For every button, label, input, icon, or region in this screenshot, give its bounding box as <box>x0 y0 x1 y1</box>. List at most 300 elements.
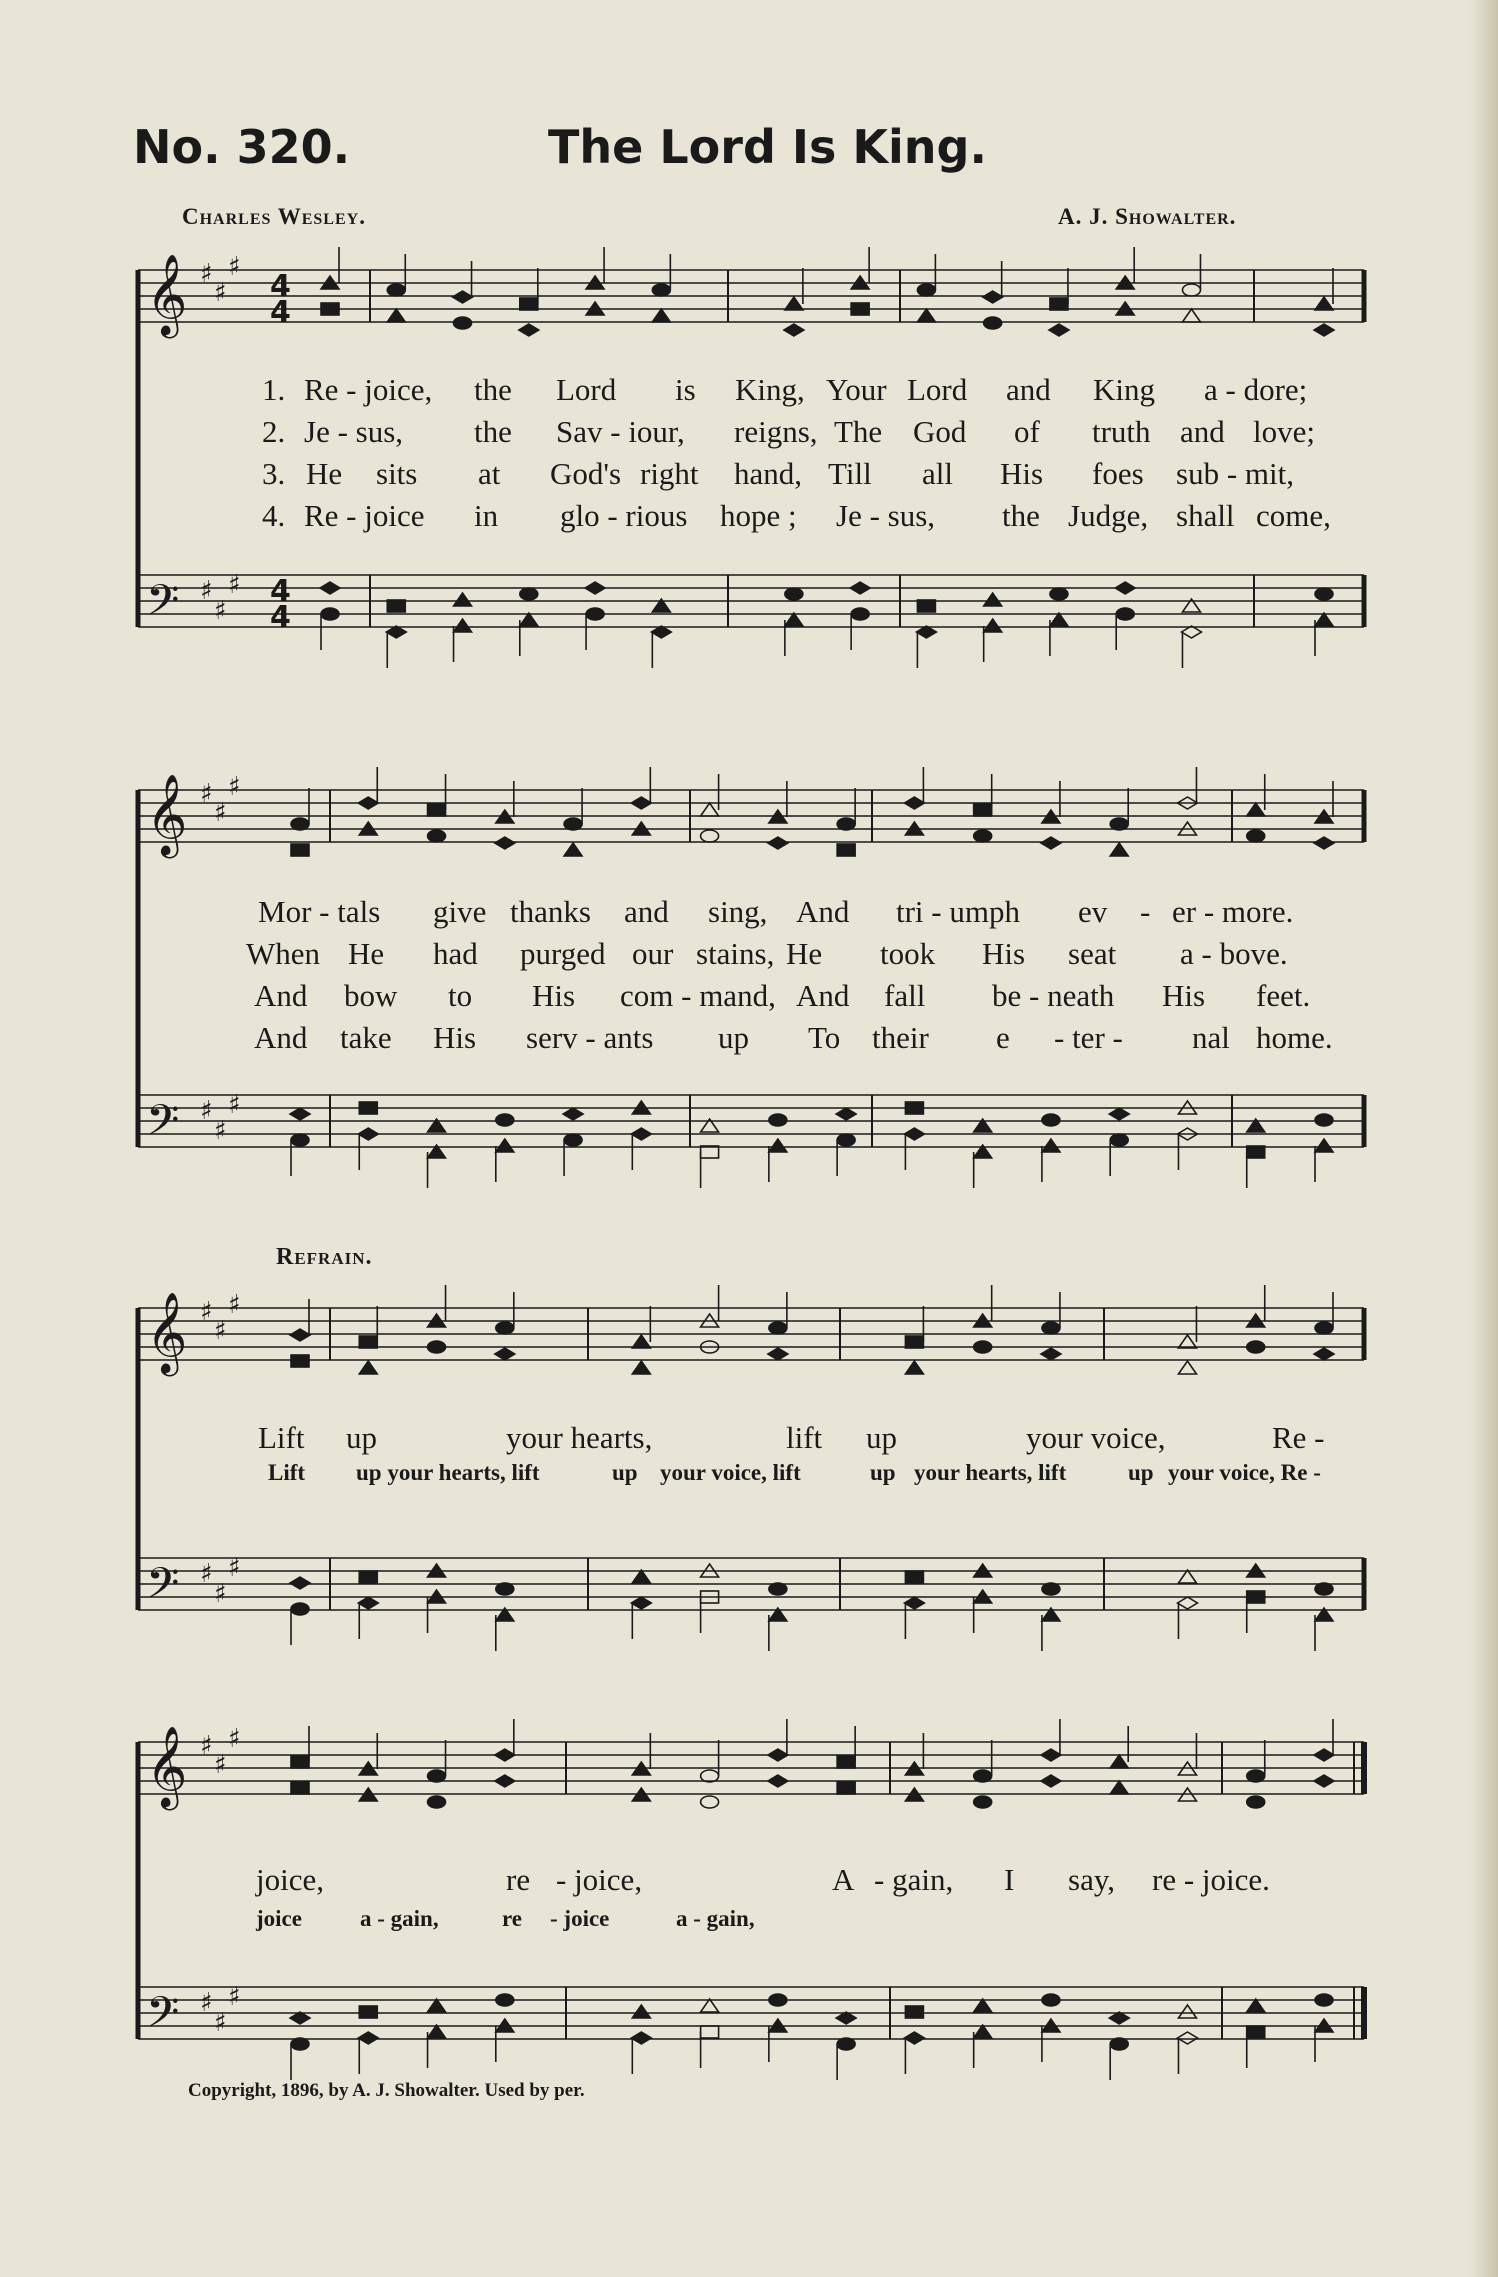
shape-note <box>358 1128 378 1140</box>
sharp-sign: ♯ <box>228 1290 241 1320</box>
shape-note <box>564 843 582 856</box>
shape-note <box>1182 309 1200 322</box>
lyric: A <box>832 1862 855 1897</box>
lyric: up <box>870 1460 896 1485</box>
shape-note <box>1050 613 1068 626</box>
shape-note <box>905 2006 923 2018</box>
shape-note <box>495 1348 515 1360</box>
lyric: - joice <box>550 1906 610 1931</box>
lyric: To <box>808 1020 841 1055</box>
refrain-main-line-1 <box>0 1420 1470 1460</box>
shape-note <box>453 291 473 303</box>
lyric: your voice, lift <box>660 1460 801 1485</box>
shape-note <box>1177 1597 1197 1609</box>
lyric: up <box>866 1420 897 1455</box>
shape-note <box>631 1597 651 1609</box>
shape-note <box>320 582 340 594</box>
shape-note <box>291 818 309 830</box>
lyric: His <box>1000 456 1044 491</box>
shape-note <box>495 1749 515 1761</box>
shape-note <box>519 324 539 336</box>
lyric: foes <box>1092 456 1144 491</box>
shape-note <box>1314 1749 1334 1761</box>
shape-note <box>768 837 788 849</box>
shape-note <box>1178 1335 1196 1348</box>
shape-note <box>632 1570 650 1583</box>
shape-note <box>904 797 924 809</box>
lyric: com - mand, <box>620 978 776 1013</box>
shape-note <box>1315 1139 1333 1152</box>
shape-note <box>1178 2005 1196 2018</box>
shape-note <box>1041 1749 1061 1761</box>
shape-note <box>1247 2026 1265 2038</box>
shape-note <box>1110 818 1128 830</box>
lyric: The <box>834 414 883 449</box>
shape-note <box>291 2038 309 2050</box>
lyric: be - neath <box>992 978 1115 1013</box>
treble-clef: 𝄞 <box>146 773 188 855</box>
lyric: Judge, <box>1068 498 1149 533</box>
shape-note <box>496 1583 514 1595</box>
shape-note <box>1115 582 1135 594</box>
sharp-sign: ♯ <box>200 1731 213 1761</box>
shape-note <box>1110 1134 1128 1146</box>
shape-note <box>358 1597 378 1609</box>
sharp-sign: ♯ <box>200 779 213 809</box>
shape-note <box>1109 1108 1129 1120</box>
shape-note <box>917 600 935 612</box>
shape-note <box>290 1329 310 1341</box>
lyric: Lord <box>907 372 968 407</box>
shape-note <box>784 324 804 336</box>
sharp-sign: ♯ <box>200 1559 213 1589</box>
shape-note <box>291 1355 309 1367</box>
lyric: seat <box>1068 936 1117 971</box>
lyric: And <box>254 1020 308 1055</box>
shape-note <box>851 303 869 315</box>
lyric: Lord <box>556 372 617 407</box>
lyric: - <box>1140 894 1151 929</box>
lyric: your hearts, <box>506 1420 653 1455</box>
shape-note <box>496 1322 514 1334</box>
shape-note <box>701 1796 719 1808</box>
shape-note <box>1178 1361 1196 1374</box>
shape-note <box>496 1139 514 1152</box>
lyric: shall <box>1176 498 1235 533</box>
shape-note <box>701 1146 719 1158</box>
shape-note <box>701 830 719 842</box>
shape-note <box>701 803 719 816</box>
shape-note <box>1049 324 1069 336</box>
shape-note <box>768 1749 788 1761</box>
shape-note <box>496 1114 514 1126</box>
shape-note <box>836 1108 856 1120</box>
lyric: e <box>996 1020 1010 1055</box>
verse-4-line-2 <box>0 1020 1470 1060</box>
sharp-sign: ♯ <box>200 259 213 289</box>
shape-note <box>1247 803 1265 816</box>
shape-note <box>1315 297 1333 310</box>
shape-note <box>851 608 869 620</box>
shape-note <box>1315 588 1333 600</box>
lyric: His <box>982 936 1026 971</box>
bass-clef: 𝄢 <box>146 1559 180 1619</box>
shape-note <box>1110 1755 1128 1768</box>
shape-note <box>358 2032 378 2044</box>
shape-note <box>290 1577 310 1589</box>
lyric: I <box>1004 1862 1015 1897</box>
shape-note <box>520 298 538 310</box>
shape-note <box>1110 2038 1128 2050</box>
lyric: had <box>433 936 478 971</box>
shape-note <box>359 1571 377 1583</box>
shape-note <box>1042 1322 1060 1334</box>
lyric: - ter - <box>1054 1020 1123 1055</box>
shape-note <box>1110 843 1128 856</box>
shape-note <box>1050 588 1068 600</box>
shape-note <box>585 582 605 594</box>
sharp-sign: ♯ <box>200 1297 213 1327</box>
shape-note <box>496 1994 514 2006</box>
shape-note <box>974 2025 992 2038</box>
bass-clef: 𝄢 <box>146 576 180 636</box>
verse-3-line-2 <box>0 978 1470 1018</box>
shape-note <box>1247 1591 1265 1603</box>
shape-note <box>769 1322 787 1334</box>
lyric: God <box>913 414 967 449</box>
copyright-notice: Copyright, 1896, by A. J. Showalter. Used by per. <box>188 2080 585 2101</box>
lyric: a - gain, <box>676 1906 755 1931</box>
shape-note <box>904 1597 924 1609</box>
shape-note <box>520 613 538 626</box>
lyric: Lift <box>268 1460 306 1485</box>
shape-note <box>291 1782 309 1794</box>
shape-note <box>905 1571 923 1583</box>
shape-note <box>652 284 670 296</box>
shape-note <box>768 1348 788 1360</box>
lyric: 1. <box>262 372 286 407</box>
lyric: Till <box>828 456 872 491</box>
lyric: and <box>1006 372 1051 407</box>
lyric: He <box>306 456 343 491</box>
shape-note <box>837 818 855 830</box>
shape-note <box>1314 324 1334 336</box>
lyric: your voice, Re - <box>1168 1460 1321 1485</box>
shape-note <box>1247 830 1265 842</box>
shape-note <box>387 309 405 322</box>
hymn-title: The Lord Is King. <box>548 120 987 174</box>
lyric: the <box>1002 498 1040 533</box>
shape-note <box>905 1361 923 1374</box>
sharp-sign: ♯ <box>228 1553 241 1583</box>
lyric: bow <box>344 978 398 1013</box>
lyric: re <box>506 1862 531 1897</box>
lyric: When <box>246 936 321 971</box>
refrain-echo-line-1 <box>0 1460 1470 1500</box>
shape-note <box>905 1102 923 1114</box>
shape-note <box>1315 1114 1333 1126</box>
shape-note <box>1315 1322 1333 1334</box>
composer-credit: A. J. Showalter. <box>1058 204 1237 229</box>
lyric: your hearts, lift <box>914 1460 1067 1485</box>
lyric: God's <box>550 456 622 491</box>
shape-note <box>564 1134 582 1146</box>
shape-note <box>701 1999 719 2012</box>
shape-note <box>428 2025 446 2038</box>
shape-note <box>974 804 992 816</box>
bass-clef: 𝄢 <box>146 1988 180 2048</box>
lyric: Mor - tals <box>258 894 381 929</box>
lyric: took <box>880 936 936 971</box>
verse-2-line-2 <box>0 936 1470 976</box>
shape-note <box>769 1114 787 1126</box>
shape-note <box>454 619 472 632</box>
lyric: home. <box>1256 1020 1333 1055</box>
shape-note <box>984 593 1002 606</box>
shape-note <box>291 1134 309 1146</box>
shape-note <box>983 291 1003 303</box>
lyric: And <box>796 894 850 929</box>
lyric: up <box>718 1020 749 1055</box>
lyric: up <box>612 1460 638 1485</box>
lyric: hope ; <box>720 498 797 533</box>
lyric: 3. <box>262 456 286 491</box>
shape-note <box>1042 1139 1060 1152</box>
shape-note <box>495 837 515 849</box>
shape-note <box>428 804 446 816</box>
page-edge <box>1470 0 1498 2277</box>
shape-note <box>291 844 309 856</box>
lyric: Lift <box>258 1420 305 1455</box>
lyric: er - more. <box>1172 894 1294 929</box>
shape-note <box>701 2026 719 2038</box>
lyric: Your <box>826 372 887 407</box>
shape-note <box>454 593 472 606</box>
shape-note <box>428 830 446 842</box>
lyric: glo - rious <box>560 498 688 533</box>
shape-note <box>837 1756 855 1768</box>
sharp-sign: ♯ <box>228 570 241 600</box>
shape-note <box>769 1583 787 1595</box>
shape-note <box>387 284 405 296</box>
hymn-number: No. 320. <box>133 120 351 174</box>
lyric: up your hearts, lift <box>356 1460 540 1485</box>
time-signature-top: 4 <box>270 269 291 304</box>
sharp-sign: ♯ <box>200 576 213 606</box>
shape-note <box>837 1782 855 1794</box>
lyric: to <box>448 978 473 1013</box>
lyric: - joice, <box>556 1862 643 1897</box>
shape-note <box>836 2012 856 2024</box>
shape-note <box>1041 837 1061 849</box>
treble-clef: 𝄞 <box>146 1725 188 1807</box>
shape-note <box>1116 608 1134 620</box>
lyric: hand, <box>734 456 803 491</box>
lyric: fall <box>884 978 926 1013</box>
shape-note <box>428 1999 446 2012</box>
sharp-sign: ♯ <box>214 596 227 626</box>
shape-note <box>769 1994 787 2006</box>
shape-note <box>1315 613 1333 626</box>
lyric: truth <box>1092 414 1151 449</box>
lyric: at <box>478 456 501 491</box>
sharp-sign: ♯ <box>228 1090 241 1120</box>
shape-note <box>1315 1583 1333 1595</box>
lyric: He <box>786 936 823 971</box>
shape-note <box>837 1134 855 1146</box>
shape-note <box>632 2005 650 2018</box>
shape-note <box>632 1361 650 1374</box>
lyric: Je - sus, <box>304 414 404 449</box>
lyric: nal <box>1192 1020 1230 1055</box>
lyric: Sav - iour, <box>556 414 685 449</box>
shape-note <box>917 284 935 296</box>
shape-note <box>321 608 339 620</box>
lyric: feet. <box>1256 978 1311 1013</box>
shape-note <box>974 830 992 842</box>
shape-note <box>1042 1583 1060 1595</box>
lyric: say, <box>1068 1862 1116 1897</box>
shape-note <box>974 1796 992 1808</box>
lyric: His <box>532 978 576 1013</box>
shape-note <box>428 1796 446 1808</box>
treble-clef: 𝄞 <box>146 253 188 335</box>
shape-note <box>1247 1999 1265 2012</box>
shape-note <box>291 1603 309 1615</box>
shape-note <box>1314 1775 1334 1787</box>
lyric: 4. <box>262 498 286 533</box>
sharp-sign: ♯ <box>200 1988 213 2018</box>
shape-note <box>1247 1146 1265 1158</box>
lyric: up <box>346 1420 377 1455</box>
shape-note <box>1315 1994 1333 2006</box>
lyric: and <box>1180 414 1225 449</box>
shape-note <box>652 309 670 322</box>
lyric: of <box>1014 414 1040 449</box>
sharp-sign: ♯ <box>214 1750 227 1780</box>
sharp-sign: ♯ <box>228 1724 241 1754</box>
shape-note <box>974 1341 992 1353</box>
shape-note <box>1247 1341 1265 1353</box>
verse-1-line-1 <box>0 372 1470 412</box>
lyricist-credit: Charles Wesley. <box>182 204 366 229</box>
lyric: up <box>1128 1460 1154 1485</box>
lyric: give <box>433 894 487 929</box>
shape-note <box>359 1336 377 1348</box>
shape-note <box>1314 837 1334 849</box>
shape-note <box>631 1128 651 1140</box>
lyric: lift <box>786 1420 823 1455</box>
lyric: and <box>624 894 669 929</box>
shape-note <box>586 608 604 620</box>
verse-3-line-1 <box>0 456 1470 496</box>
lyric: your voice, <box>1026 1420 1166 1455</box>
shape-note <box>454 317 472 329</box>
refrain-echo-line-2 <box>0 1906 1470 1946</box>
lyric: a - bove. <box>1180 936 1288 971</box>
lyric: Je - sus, <box>836 498 936 533</box>
lyric: re - joice. <box>1152 1862 1270 1897</box>
lyric: a - dore; <box>1204 372 1308 407</box>
time-signature-top: 4 <box>270 574 291 609</box>
lyric: the <box>474 414 512 449</box>
lyric: His <box>433 1020 477 1055</box>
lyric: reigns, <box>734 414 818 449</box>
sharp-sign: ♯ <box>214 2008 227 2038</box>
shape-note <box>1178 1570 1196 1583</box>
lyric: is <box>675 372 696 407</box>
sharp-sign: ♯ <box>214 1579 227 1609</box>
shape-note <box>1041 1348 1061 1360</box>
lyric: joice, <box>256 1862 324 1897</box>
shape-note <box>428 1770 446 1782</box>
sharp-sign: ♯ <box>214 1116 227 1146</box>
lyric: Re - <box>1272 1420 1325 1455</box>
refrain-label: Refrain. <box>276 1244 373 1270</box>
lyric: sits <box>376 456 418 491</box>
lyric: love; <box>1253 414 1315 449</box>
shape-note <box>291 1756 309 1768</box>
shape-note <box>632 1335 650 1348</box>
lyric: in <box>474 498 499 533</box>
shape-note <box>631 2032 651 2044</box>
lyric: a - gain, <box>360 1906 439 1931</box>
lyric: Re - joice <box>304 498 425 533</box>
lyric: sub - mit, <box>1176 456 1294 491</box>
lyric: Re - joice, <box>304 372 433 407</box>
sharp-sign: ♯ <box>214 1316 227 1346</box>
lyric: take <box>340 1020 392 1055</box>
verse-2-line-1 <box>0 414 1470 454</box>
shape-note <box>837 2038 855 2050</box>
lyric: re <box>502 1906 523 1931</box>
shape-note <box>321 303 339 315</box>
shape-note <box>974 1770 992 1782</box>
lyric: His <box>1162 978 1206 1013</box>
shape-note <box>428 1341 446 1353</box>
shape-note <box>917 309 935 322</box>
shape-note <box>1041 1775 1061 1787</box>
shape-note <box>837 844 855 856</box>
shape-note <box>785 297 803 310</box>
lyric: tri - umph <box>896 894 1020 929</box>
lyric: purged <box>520 936 606 971</box>
shape-note <box>358 797 378 809</box>
lyric: all <box>922 456 953 491</box>
verse-1-line-2 <box>0 894 1470 934</box>
shape-note <box>974 1999 992 2012</box>
shape-note <box>387 600 405 612</box>
shape-note <box>564 818 582 830</box>
shape-note <box>1050 298 1068 310</box>
verse-4-line-1 <box>0 498 1470 538</box>
sharp-sign: ♯ <box>228 772 241 802</box>
shape-note <box>290 2012 310 2024</box>
lyric: the <box>474 372 512 407</box>
lyric: - gain, <box>874 1862 954 1897</box>
lyric: serv - ants <box>526 1020 654 1055</box>
lyric: And <box>796 978 850 1013</box>
time-signature-bottom: 4 <box>270 600 291 635</box>
shape-note <box>1247 1796 1265 1808</box>
shape-note <box>631 797 651 809</box>
lyric: come, <box>1256 498 1331 533</box>
shape-note <box>520 588 538 600</box>
shape-note <box>769 1139 787 1152</box>
lyric: King, <box>735 372 805 407</box>
lyric: sing, <box>708 894 768 929</box>
lyric: King <box>1093 372 1155 407</box>
